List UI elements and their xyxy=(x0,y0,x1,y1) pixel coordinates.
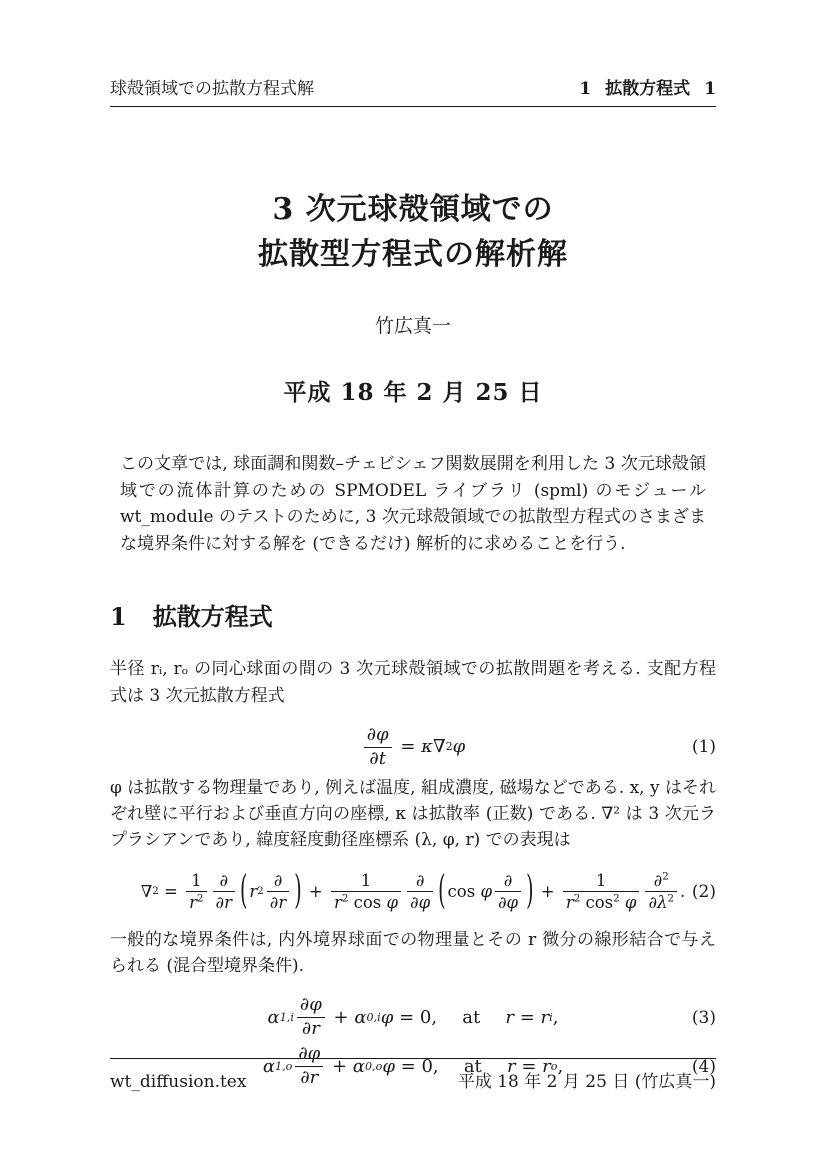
running-header xyxy=(110,78,716,100)
author-name: 竹広真一 xyxy=(374,315,451,338)
paragraph-3: 一般的な境界条件は, 内外境界球面での物理量とその r 微分の線形結合で与えられる (混合型境界条件). xyxy=(110,929,716,976)
header-page-number: 1 xyxy=(704,79,716,99)
header-section-ref xyxy=(579,78,690,100)
paragraph-2: φ は拡散する物理量であり, 例えば温度, 組成濃度, 磁場などである. x, y はそれぞれ壁に平行および垂直方向の座標, κ は拡散率 (正数) である. ∇² は 3 次元ラプラシアンであり, 緯度経度動径座標系 (λ, φ, r) での表現は xyxy=(110,777,716,851)
equation-3-number: (3) xyxy=(691,1007,716,1028)
equation-3-math: α 1,i $\frac{\partial\varphi}{\partial r}$ + α 0,i φ = 0, at r = r i , xyxy=(267,994,559,1040)
header-rule xyxy=(110,106,716,107)
document-date: 平成 18 年 2 月 25 日 xyxy=(283,379,543,407)
header-section-number: 1 xyxy=(579,79,592,99)
header-section-reference xyxy=(579,78,716,100)
equation-1-math: $\frac{\partial\varphi}{\partial t}$ = κ ∇ 2 φ xyxy=(361,726,466,769)
section-heading xyxy=(110,597,716,632)
equation-3 xyxy=(110,996,716,1039)
equation-4-math: α 1,o $\frac{\partial\varphi}{\partial r}$ + α 0,o φ = 0, at r = r o , xyxy=(262,1043,564,1089)
footer-date-author: 平成 18 年 2 月 25 日 (竹広真一) xyxy=(457,1072,716,1092)
section-title: 拡散方程式 xyxy=(152,602,273,632)
abstract-paragraph: この文章では, 球面調和関数–チェビシェフ関数展開を利用した 3 次元球殻領域での流体計算のための SPMODEL ライブラリ (spml) のモジュール wt_module のテストのために, 3 次元球殻領域での拡散型方程式のさまざまな境界条件に対する解を (できるだけ) 解析的に求めることを行う. xyxy=(120,454,706,554)
equation-1-number: (1) xyxy=(691,737,716,758)
equation-2-number: (2) xyxy=(691,881,716,902)
footer-row xyxy=(110,1067,716,1092)
equation-2-math: ∇ 2 = $\frac{1}{r^2}$ $\frac{\partial}{\partial r}$ ( r 2 $\frac{\partial}{\partial r}$ ) + $\frac{1}{r^2 \cos \varphi}$ $\frac{\partial}{\partial\varphi}$ ( cos φ $\frac{\partial}{\partial\varphi}$ ) + $\frac{1}{r^2 \cos^2 \varphi}$ $\frac{\partial^2}{\partial\lambda^2}$ . xyxy=(140,868,686,914)
header-section-title: 拡散方程式 xyxy=(605,79,691,99)
document-title xyxy=(110,187,716,277)
page-footer xyxy=(110,1058,716,1092)
equation-4-number: (4) xyxy=(691,1056,716,1077)
section-number: 1 xyxy=(110,602,127,632)
footer-filename: wt_diffusion.tex xyxy=(110,1072,247,1092)
footer-rule xyxy=(110,1058,716,1059)
equation-1 xyxy=(110,723,716,769)
paragraph-1: 半径 rᵢ, rₒ の同心球面の間の 3 次元球殻領域での拡散問題を考える. 支配方程式は 3 次元拡散方程式 xyxy=(110,659,716,706)
header-document-title: 球殻領域での拡散方程式解 xyxy=(110,79,314,99)
equation-2 xyxy=(110,868,716,914)
title-line-1: 3 次元球殻領域での xyxy=(272,192,554,228)
title-line-2: 拡散型方程式の解析解 xyxy=(258,237,568,273)
